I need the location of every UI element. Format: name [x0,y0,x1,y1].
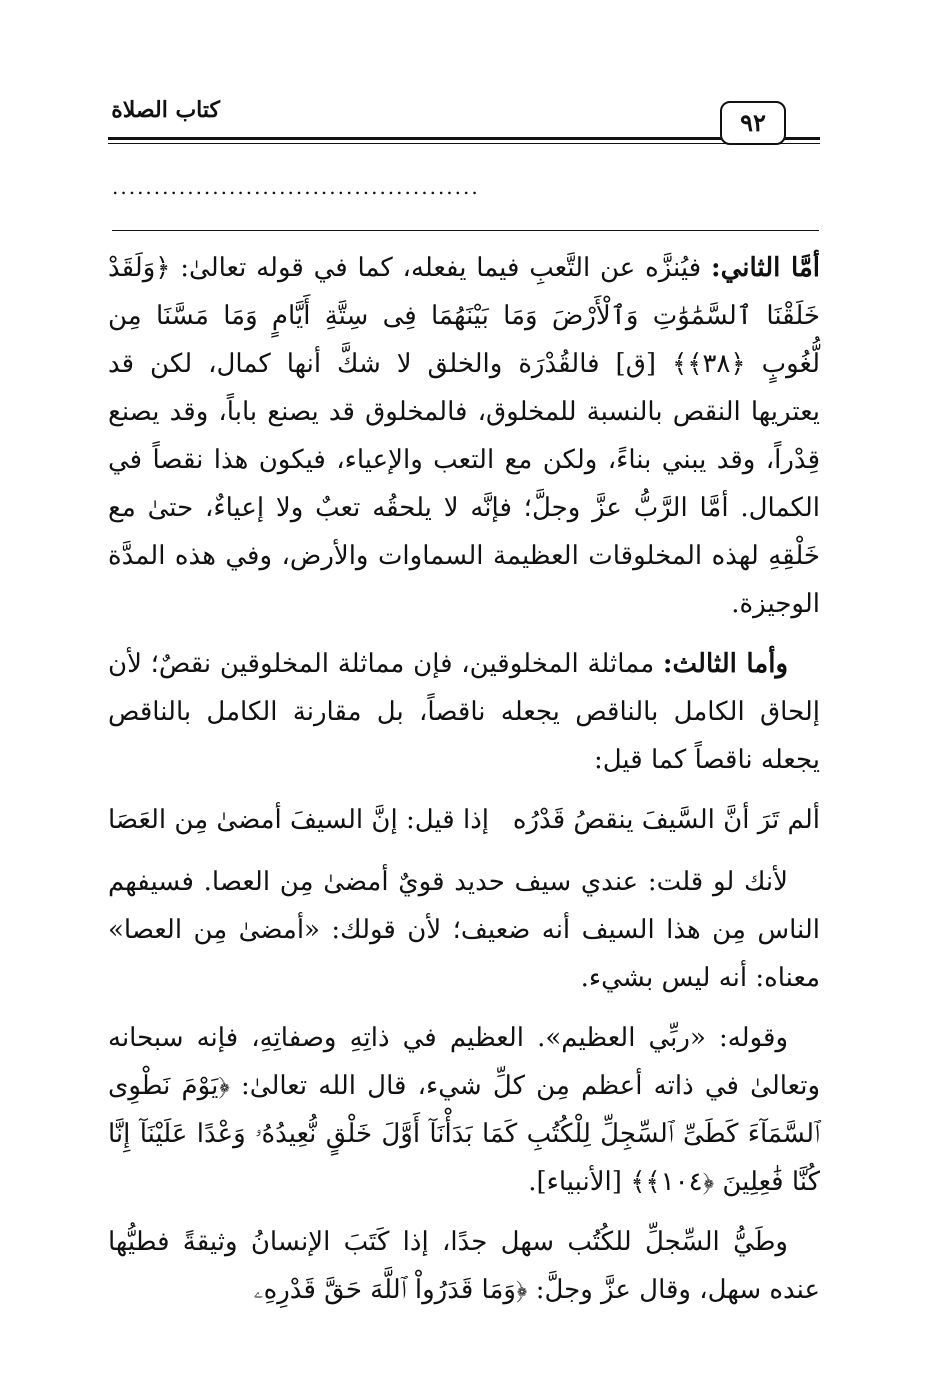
paragraph-text: لأنك لو قلت: عندي سيف حديد قويٌ أمضىٰ مِن العصا. فسيفهم الناس مِن هذا السيف أنه ضعيف؛ لأن قولك: «أمضىٰ مِن العصا» معناه: أنه ليس بشيء. [108,867,820,993]
poetry-verse [108,796,820,844]
verse-first-hemistich: ألم تَرَ أنَّ السَّيفَ ينقصُ قَدْرُه [512,805,820,835]
paragraph-text: مماثلة المخلوقين، فإن مماثلة المخلوقين نقصٌ؛ لأن إلحاق الكامل بالناقص يجعله ناقصاً، بل مقارنة الكامل بالناقص يجعله ناقصاً كما قيل: [108,649,820,775]
paragraph-third-point [108,640,820,784]
paragraph-text: وقوله: «ربِّي العظيم». العظيم في ذاتِهِ وصفاتِهِ، فإنه سبحانه وتعالىٰ في ذاته أعظم مِن كلِّ شيء، قال الله تعالىٰ: ﴿يَوْمَ نَطْوِى ٱلسَّمَآءَ كَطَىِّ ٱلسِّجِلِّ لِلْكُتُبِ كَمَا بَدَأْنَآ أَوَّلَ خَلْقٍ نُّعِيدُهُۥ وَعْدًا عَلَيْنَآ إِنَّا كُنَّا فَٰعِلِينَ ﴿١٠٤﴾﴾ [الأنبياء]. [108,1023,820,1197]
paragraph-explanation [108,858,820,1002]
header-rule-thin [108,143,820,144]
page-header [108,95,820,155]
dotted-separator: ............................................ [112,175,480,199]
separator-rule [112,230,819,231]
header-rule-thick [108,137,820,140]
paragraph-scroll-folding [108,1218,820,1314]
running-title: كتاب الصلاة [111,97,220,123]
page-body [108,244,820,1326]
paragraph-lead: أمَّا الثاني: [710,253,821,283]
paragraph-text: فيُنزَّه عن التَّعبِ فيما يفعله، كما في قوله تعالىٰ: ﴿وَلَقَدْ خَلَقْنَا ٱلسَّمَٰوَٰتِ وَٱلْأَرْضَ وَمَا بَيْنَهُمَا فِى سِتَّةِ أَيَّامٍ وَمَا مَسَّنَا مِن لُّغُوبٍ ﴿٣٨﴾﴾ [ق] فالقُدْرَة والخلق لا شكَّ أنها كمال، لكن قد يعتريها النقص بالنسبة للمخلوق، فالمخلوق قد يصنع باباً، وقد يصنع قِدْراً، وقد يبني بناءً، ولكن مع التعب والإعياء، فيكون هذا نقصاً في الكمال. أمَّا الرَّبُّ عزَّ وجلَّ؛ فإنَّه لا يلحقُه تعبٌ ولا إعياءٌ، حتىٰ مع خَلْقِهِ لهذه المخلوقات العظيمة السماوات والأرض، وفي هذه المدَّة الوجيزة. [108,253,820,619]
paragraph-text: وطَيُّ السِّجلِّ للكُتُب سهل جدًا، إذا كَتَبَ الإنسانُ وثيقةً فطيُّها عنده سهل، وقال عزَّ وجلَّ: ﴿وَمَا قَدَرُواْ ٱللَّهَ حَقَّ قَدْرِهِۦ [108,1227,820,1305]
paragraph-second-point [108,244,820,628]
paragraph-rabbi-al-azim [108,1014,820,1206]
page-number: ٩٢ [720,101,786,145]
verse-second-hemistich: إذا قيل: إنَّ السيفَ أمضىٰ مِن العَصَا [108,805,489,835]
paragraph-lead: وأما الثالث: [662,649,789,679]
